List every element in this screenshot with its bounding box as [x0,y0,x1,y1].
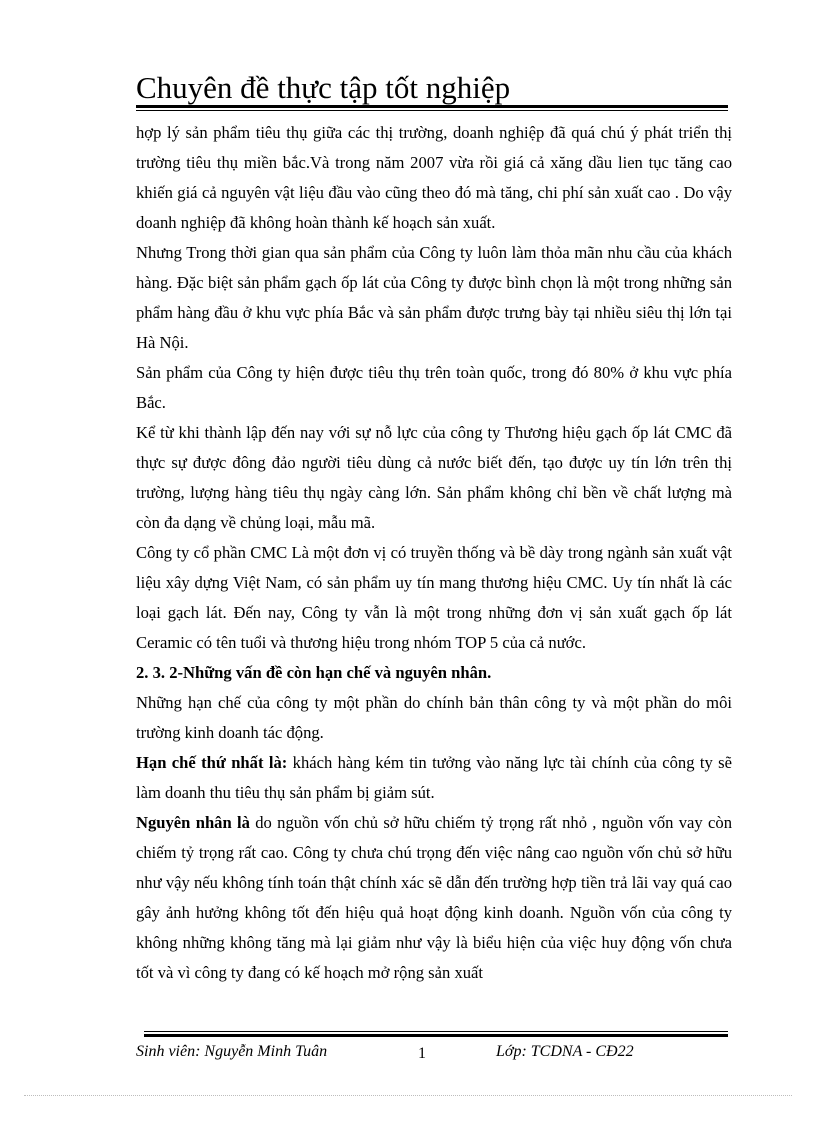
paragraph-5: Công ty cổ phần CMC Là một đơn vị có truyền thống và bề dày trong ngành sản xuất vật liệu xây dựng Việt Nam, có sản phẩm uy tín mang thương hiệu CMC. Uy tín nhất là các loại gạch lát. Đến nay, Công ty vẫn là một trong những đơn vị sản xuất gạch ốp lát Ceramic có tên tuổi và thương hiệu trong nhóm TOP 5 của cả nước. [136,543,732,652]
footer-page-number: 1 [418,1045,426,1062]
header-rule-thick [136,105,728,108]
paragraph-7-label: Hạn chế thứ nhất là: [136,753,288,772]
paragraph-3: Sản phẩm của Công ty hiện được tiêu thụ trên toàn quốc, trong đó 80% ở khu vực phía Bắc. [136,363,732,412]
section-heading: 2. 3. 2-Những vấn đề còn hạn chế và nguyên nhân. [136,663,492,682]
paragraph-7-text: khách hàng kém tin tưởng vào năng lực tài chính của công ty sẽ làm doanh thu tiêu thụ sản phẩm bị giảm sút. [136,753,732,802]
paragraph-2: Nhưng Trong thời gian qua sản phẩm của Công ty luôn làm thỏa mãn nhu cầu của khách hàng. Đặc biệt sản phẩm gạch ốp lát của Công ty được bình chọn là một trong những sản phẩm hàng đầu ở khu vực phía Bắc và sản phẩm được trưng bày tại nhiều siêu thị lớn tại Hà Nội. [136,243,732,352]
paragraph-8 [136,808,732,988]
footer [136,1041,728,1065]
paragraph-1: hợp lý sản phẩm tiêu thụ giữa các thị trường, doanh nghiệp đã quá chú ý phát triển thị trường tiêu thụ miền bắc.Và trong năm 2007 vừa rồi giá cả xăng dầu lien tục tăng cao khiến giá cả nguyên vật liệu đầu vào cũng theo đó mà tăng, chi phí sản xuất cao . Do vậy doanh nghiệp đã không hoàn thành kế hoạch sản xuất. [136,123,732,232]
header-title: Chuyên đề thực tập tốt nghiệp [136,70,511,105]
footer-rule-thin [144,1031,728,1032]
paragraph-6: Những hạn chế của công ty một phần do chính bản thân công ty và một phần do môi trường kinh doanh tác động. [136,693,732,742]
paragraph-7 [136,748,732,808]
header-rule-thin [136,110,728,111]
document-body [136,118,732,988]
page-bottom-dotted-border [24,1095,792,1096]
footer-class: Lớp: TCDNA - CĐ22 [496,1043,634,1060]
footer-student: Sinh viên: Nguyễn Minh Tuân [136,1043,328,1060]
paragraph-8-label: Nguyên nhân là [136,813,250,832]
paragraph-8-text: do nguồn vốn chủ sở hữu chiếm tỷ trọng rất nhỏ , nguồn vốn vay còn chiếm tỷ trọng rất cao. Công ty chưa chú trọng đến việc nâng cao nguồn vốn chủ sở hữu như vậy nếu không tính toán thật chính xác sẽ dẫn đến trường hợp tiền trả lãi vay quá cao gây ảnh hưởng không tốt đến hiệu quả hoạt động kinh doanh. Nguồn vốn của công ty không những không tăng mà lại giảm như vậy là biểu hiện của việc huy động vốn chưa tốt và vì công ty đang có kế hoạch mở rộng sản xuất [136,813,732,982]
paragraph-4: Kể từ khi thành lập đến nay với sự nỗ lực của công ty Thương hiệu gạch ốp lát CMC đã thực sự được đông đảo người tiêu dùng cả nước biết đến, tạo được uy tín lớn trên thị trường, lượng hàng tiêu thụ ngày càng lớn. Sản phẩm không chỉ bền về chất lượng mà còn đa dạng về chủng loại, mẫu mã. [136,423,732,532]
footer-rule-thick [144,1034,728,1037]
